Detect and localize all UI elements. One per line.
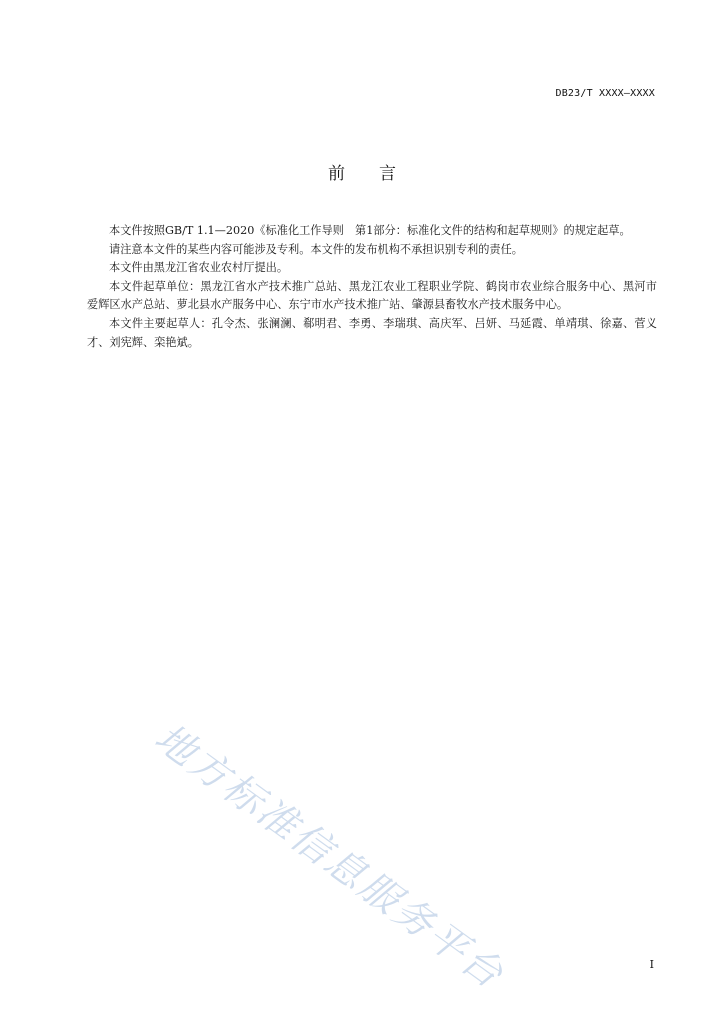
page-number: I bbox=[649, 958, 654, 971]
watermark-text: 地方标准信息服务平台 bbox=[146, 715, 513, 999]
paragraph-drafters: 本文件主要起草人：孔令杰、张澜澜、郗明君、李勇、李瑞琪、高庆军、吕妍、马延霞、单靖琪、徐嘉、菅义才、刘宪辉、栾艳斌。 bbox=[87, 316, 657, 349]
document-code: DB23/T XXXX—XXXX bbox=[555, 88, 655, 99]
paragraph-drafting-units: 本文件起草单位：黑龙江省水产技术推广总站、黑龙江农业工程职业学院、鹤岗市农业综合服务中心、黑河市爱辉区水产总站、萝北县水产服务中心、东宁市水产技术推广站、肇源县畜牧水产技术服务中心。 bbox=[87, 279, 657, 312]
paragraph-proposer: 本文件由黑龙江省农业农村厅提出。 bbox=[109, 261, 289, 275]
foreword-body bbox=[87, 222, 657, 352]
paragraph-drafting-rules: 本文件按照GB/T 1.1—2020《标准化工作导则 第1部分：标准化文件的结构和起草规则》的规定起草。 bbox=[109, 224, 631, 237]
paragraph-patent-notice: 请注意本文件的某些内容可能涉及专利。本文件的发布机构不承担识别专利的责任。 bbox=[109, 242, 523, 256]
page-title: 前言 bbox=[328, 164, 430, 184]
